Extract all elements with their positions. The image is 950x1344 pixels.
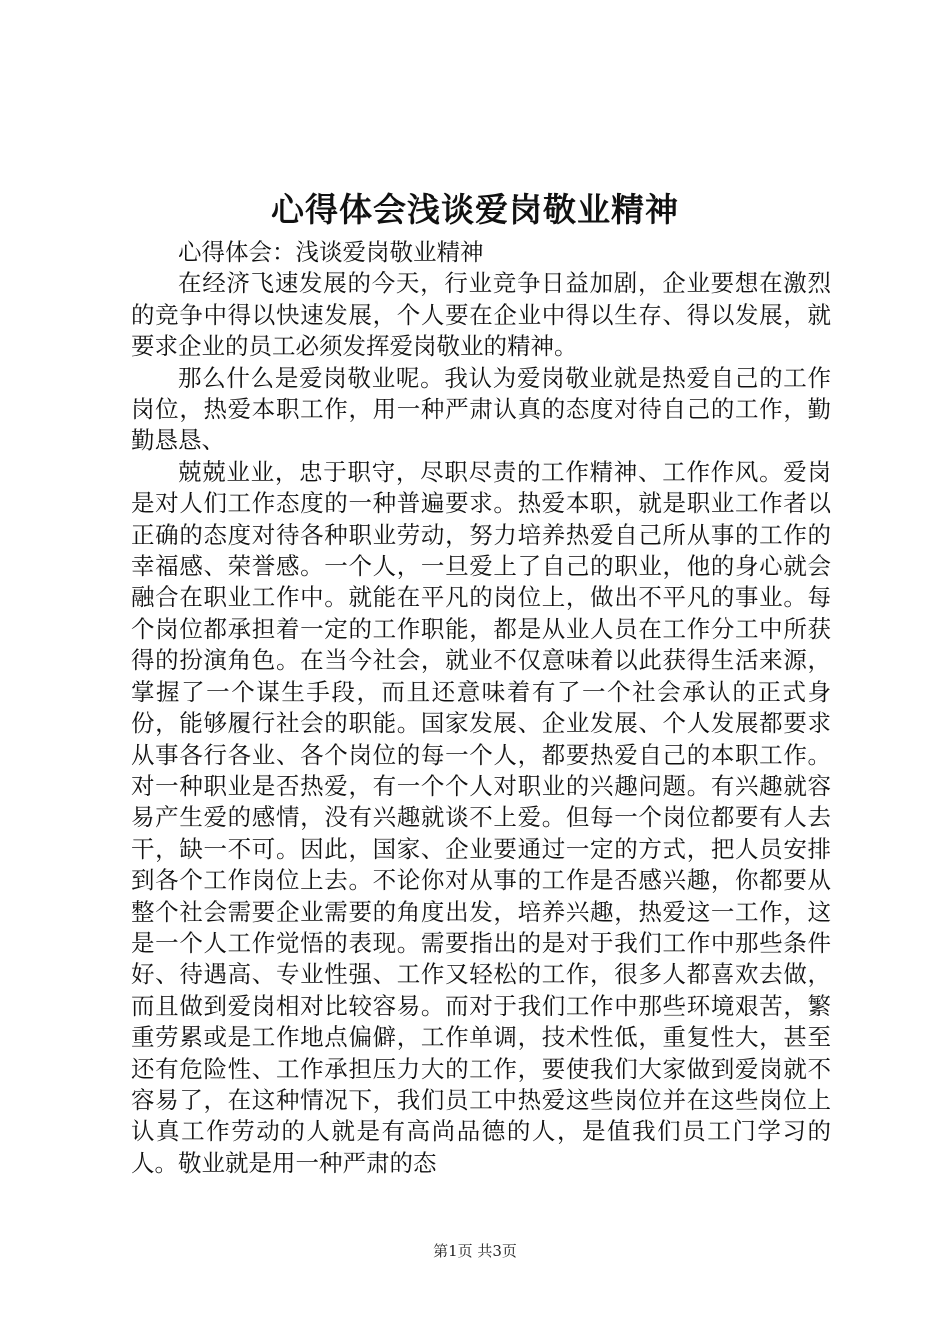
paragraph-subtitle: 心得体会：浅谈爱岗敬业精神 [178, 238, 484, 266]
paragraph-definition: 那么什么是爱岗敬业呢。我认为爱岗敬业就是热爱自己的工作岗位，热爱本职工作，用一种严肃认真的态度对待自己的工作，勤勤恳恳、 [131, 363, 831, 455]
page-footer: 第1页 共3页 [433, 1242, 517, 1260]
document-body [131, 237, 831, 1179]
document-title: 心得体会浅谈爱岗敬业精神 [271, 190, 679, 229]
paragraph-intro: 在经济飞速发展的今天，行业竞争日益加剧，企业要想在激烈的竞争中得以快速发展，个人要在企业中得以生存、得以发展，就要求企业的员工必须发挥爱岗敬业的精神。 [131, 269, 831, 361]
paragraph-main: 兢兢业业，忠于职守，尽职尽责的工作精神、工作作风。爱岗是对人们工作态度的一种普遍要求。热爱本职，就是职业工作者以正确的态度对待各种职业劳动，努力培养热爱自己所从事的工作的幸福感、荣誉感。一个人，一旦爱上了自己的职业，他的身心就会融合在职业工作中。就能在平凡的岗位上，做出不平凡的事业。每个岗位都承担着一定的工作职能，都是从业人员在工作分工中所获得的扮演角色。在当今社会，就业不仅意味着以此获得生活来源，掌握了一个谋生手段，而且还意味着有了一个社会承认的正式身份，能够履行社会的职能。国家发展、企业发展、个人发展都要求从事各行各业、各个岗位的每一个人，都要热爱自己的本职工作。对一种职业是否热爱，有一个个人对职业的兴趣问题。有兴趣就容易产生爱的感情，没有兴趣就谈不上爱。但每一个岗位都要有人去干，缺一不可。因此，国家、企业要通过一定的方式，把人员安排到各个工作岗位上去。不论你对从事的工作是否感兴趣，你都要从整个社会需要企业需要的角度出发，培养兴趣，热爱这一工作，这是一个人工作觉悟的表现。需要指出的是对于我们工作中那些条件好、待遇高、专业性强、工作又轻松的工作，很多人都喜欢去做，而且做到爱岗相对比较容易。而对于我们工作中那些环境艰苦，繁重劳累或是工作地点偏僻，工作单调，技术性低，重复性大，甚至还有危险性、工作承担压力大的工作，要使我们大家做到爱岗就不容易了，在这种情况下，我们员工中热爱这些岗位并在这些岗位上认真工作劳动的人就是有高尚品德的人，是值我们员工门学习的人。敬业就是用一种严肃的态 [131, 457, 831, 1177]
